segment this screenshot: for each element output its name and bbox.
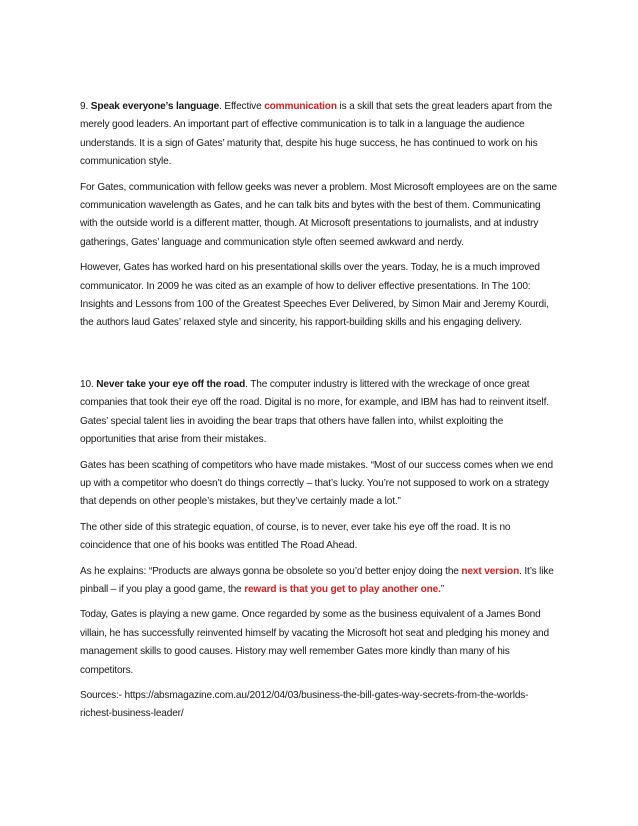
section-9-paragraph-2: For Gates, communication with fellow geeks was never a problem. Most Microsoft employees are on the same communication wavelength as Gates, and he can talk bits and bytes with the best of them. Communicating with the outside world is a different matter, though. At Microsoft presentations to journalists, and at industry gatherings, Gates’ language and communication style often seemed awkward and nerdy. bbox=[80, 181, 557, 248]
section-10-heading: Never take your eye off the road bbox=[96, 378, 246, 390]
communication-highlight: communication bbox=[264, 101, 337, 112]
next-version-highlight: next version bbox=[461, 565, 520, 577]
section-10-paragraph-5: Today, Gates is playing a new game. Once regarded by some as the business equivalent of a James Bond villain, he has successfully reinvented himself by vacating the Microsoft hot seat and pledging his money and management skills to good causes. History may well remember Gates more kindly than many of his competitors. bbox=[80, 609, 549, 676]
section-9-heading: Speak everyone’s language bbox=[90, 101, 220, 112]
section-gap bbox=[80, 340, 560, 376]
section-9-paragraph-1: 9. Speak everyone’s language. Effective communication is a skill that sets the great leaders apart from the merely good leaders. An important part of effective communication is to talk in a language the audience understands. It is a sign of Gates’ maturity that, despite his huge success, he has continued to work on his communication style. bbox=[80, 101, 553, 168]
sources-line: Sources:- https://absmagazine.com.au/2012/04/03/business-the-bill-gates-way-secrets-from-the-worlds-richest-business-leader/ bbox=[80, 689, 529, 720]
section-9-paragraph-3: However, Gates has worked hard on his presentational skills over the years. Today, he is a much improved communicator. In 2009 he was cited as an example of how to deliver effective presentations. In The 100: Insights and Lessons from 100 of the Greatest Speeches Ever Delivered, by Simon Mair and Jeremy Kourdi, the authors laud Gates’ relaxed style and sincerity, his rapport-building skills and his engaging delivery. bbox=[80, 262, 549, 329]
section-10-paragraph-1: 10. Never take your eye off the road. The computer industry is littered with the wreckage of once great companies that took their eye off the road. Digital is no more, for example, and IBM has had to reinvent itself. Gates’ special talent lies in avoiding the bear traps that others have fallen into, whilst exploiting the opportunities that arise from their mistakes. bbox=[80, 378, 549, 446]
section-10-paragraph-4: As he explains: “Products are always gonna be obsolete so you’d better enjoy doing the next version. It’s like pinball – if you play a good game, the reward is that you get to play another one.” bbox=[80, 565, 554, 595]
section-10-number: 10. bbox=[80, 378, 94, 390]
document-body bbox=[80, 98, 560, 731]
reward-highlight: reward is that you get to play another one. bbox=[244, 583, 441, 595]
section-9-number: 9. bbox=[80, 101, 89, 112]
section-10-paragraph-3: The other side of this strategic equation, of course, is to never, ever take his eye off the road. It is no coincidence that one of his books was entitled The Road Ahead. bbox=[80, 521, 511, 552]
section-10-paragraph-2: Gates has been scathing of competitors who have made mistakes. “Most of our success comes when we end up with a competitor who doesn’t do things correctly – that’s lucky. You’re not supposed to work on a strategy that depends on other people’s mistakes, but they’ve certainly made a lot.” bbox=[80, 459, 553, 508]
